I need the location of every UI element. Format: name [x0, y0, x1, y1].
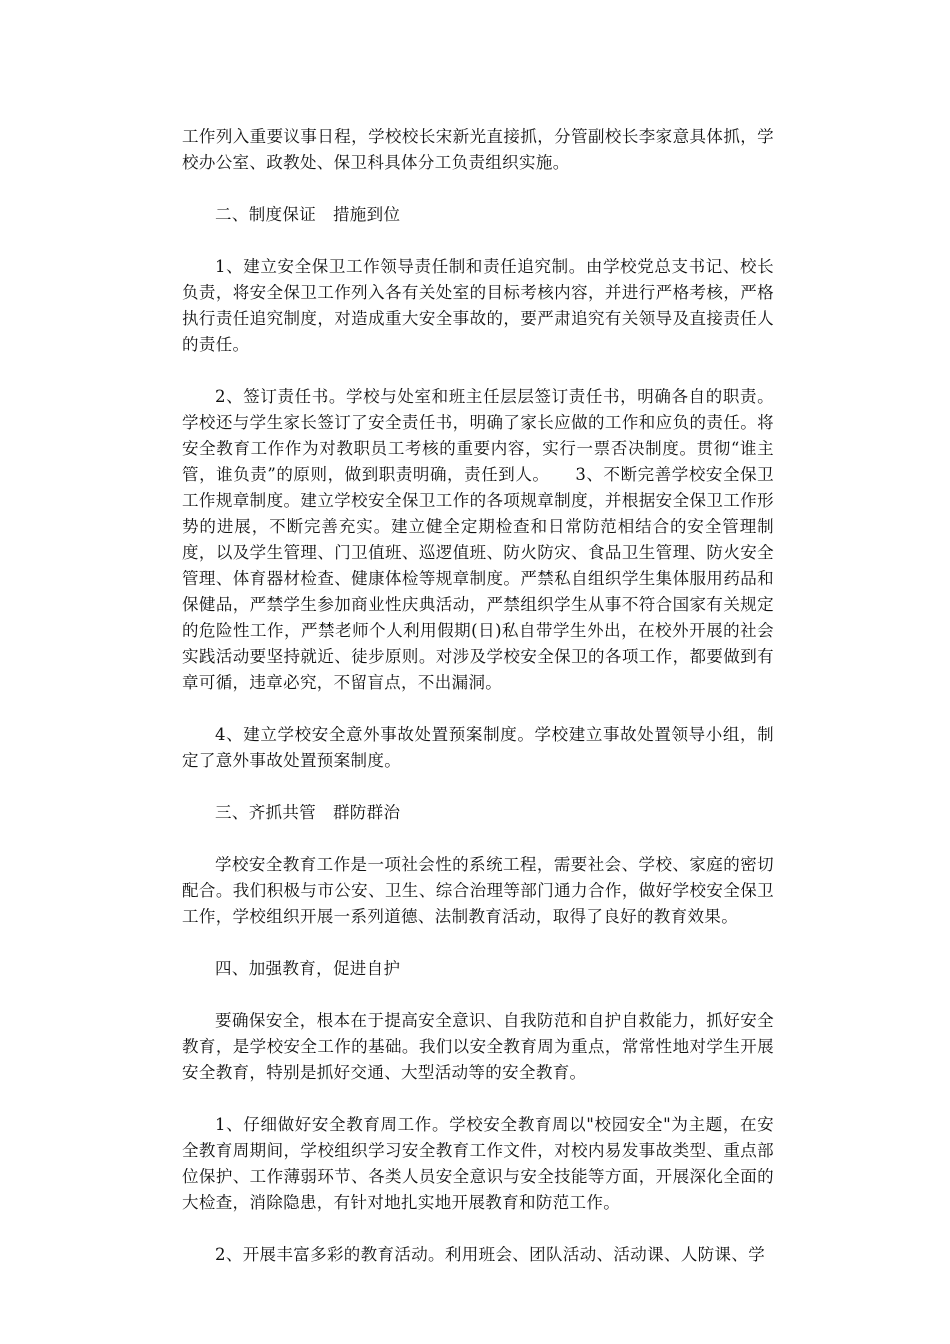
paragraph-continued: 工作列入重要议事日程，学校校长宋新光直接抓，分管副校长李家意具体抓，学校办公室、政教处、保卫科具体分工负责组织实施。	[182, 127, 774, 172]
section-heading-2: 二、制度保证 措施到位	[215, 205, 401, 224]
paragraph-activities: 2、开展丰富多彩的教育活动。利用班会、团队活动、活动课、人防课、学	[215, 1245, 766, 1264]
document-body	[182, 124, 774, 1294]
paragraph-emergency-plan: 4、建立学校安全意外事故处置预案制度。学校建立事故处置领导小组，制定了意外事故处置预案制度。	[182, 725, 774, 770]
section-heading-4: 四、加强教育，促进自护	[215, 959, 401, 978]
paragraph-cooperation: 学校安全教育工作是一项社会性的系统工程，需要社会、学校、家庭的密切配合。我们积极与市公安、卫生、综合治理等部门通力合作，做好学校安全保卫工作，学校组织开展一系列道德、法制教育活动，取得了良好的教育效果。	[182, 855, 774, 926]
paragraph-sign-responsibility: 2、签订责任书。学校与处室和班主任层层签订责任书，明确各自的职责。学校还与学生家长签订了安全责任书，明确了家长应做的工作和应负的责任。将安全教育工作作为对教职员工考核的重要内容，实行一票否决制度。贯彻“谁主管，谁负责”的原则，做到职责明确，责任到人。 3、不断完善学校安全保卫工作规章制度。建立学校安全保卫工作的各项规章制度，并根据安全保卫工作形势的进展，不断完善充实。建立健全定期检查和日常防范相结合的安全管理制度，以及学生管理、门卫值班、巡逻值班、防火防灾、食品卫生管理、防火安全管理、体育器材检查、健康体检等规章制度。严禁私自组织学生集体服用药品和保健品，严禁学生参加商业性庆典活动，严禁组织学生从事不符合国家有关规定的危险性工作，严禁老师个人利用假期(日)私自带学生外出，在校外开展的社会实践活动要坚持就近、徒步原则。对涉及学校安全保卫的各项工作，都要做到有章可循，违章必究，不留盲点，不出漏洞。	[182, 387, 774, 692]
paragraph-safety-awareness: 要确保安全，根本在于提高安全意识、自我防范和自护自救能力，抓好安全教育，是学校安全工作的基础。我们以安全教育周为重点，常常性地对学生开展安全教育，特别是抓好交通、大型活动等的安全教育。	[182, 1011, 774, 1082]
section-heading-3: 三、齐抓共管 群防群治	[215, 803, 401, 822]
paragraph-safety-week: 1、仔细做好安全教育周工作。学校安全教育周以"校园安全"为主题，在安全教育周期间，学校组织学习安全教育工作文件，对校内易发事故类型、重点部位保护、工作薄弱环节、各类人员安全意识与安全技能等方面，开展深化全面的大检查，消除隐患，有针对地扎实地开展教育和防范工作。	[182, 1115, 774, 1212]
paragraph-responsibility-system: 1、建立安全保卫工作领导责任制和责任追究制。由学校党总支书记、校长负责，将安全保卫工作列入各有关处室的目标考核内容，并进行严格考核，严格执行责任追究制度，对造成重大安全事故的，要严肃追究有关领导及直接责任人的责任。	[182, 257, 774, 354]
